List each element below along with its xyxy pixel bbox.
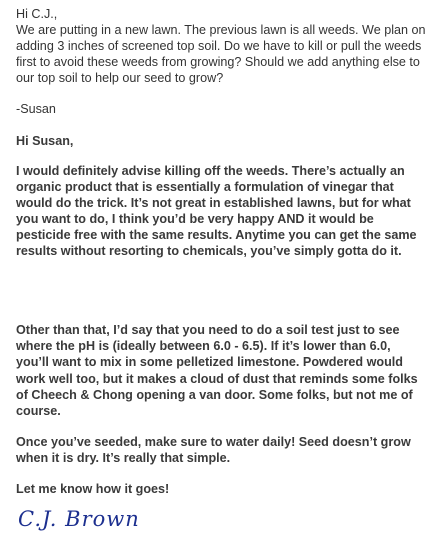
answer-paragraph: Other than that, I’d say that you need to do a soil test just to see where the pH is (ideally between 6.0 - 6.5). If it’s lower than 6.0, you’ll want to mix in some pelletized limestone. Powdered would work well too, but it makes a cloud of dust that reminds some folks of Cheech & Chong opening a van door. Some folks, but not me of course. [16, 323, 418, 418]
question-body: We are putting in a new lawn. The previous lawn is all weeds. We plan on adding 3 inches of screened top soil. Do we have to kill or pull the weeds first to avoid these weeds from growing? Should we add anything else to our top soil to help our seed to grow? [16, 23, 426, 86]
answer-paragraph: I would definitely advise killing off the weeds. There’s actually an organic product that is essentially a formulation of vinegar that would do the trick. It’s not great in established lawns, but for what you want to do, I think you’d be very happy AND it would be pesticide free with the same results. Anytime you can get the same results without resorting to chemicals, you’ve simply gotta do it. [16, 163, 417, 259]
answer-closing: Let me know how it goes! [16, 481, 170, 496]
answer-paragraph: Once you’ve seeded, make sure to water daily! Seed doesn’t grow when it is dry. It’s really that simple. [16, 434, 411, 465]
answer-greeting: Hi Susan, [16, 133, 74, 148]
question-salutation: Hi C.J., [16, 7, 58, 21]
letter [16, 6, 426, 497]
signature-text: C.J. Brown [18, 507, 140, 531]
question-signoff: -Susan [16, 102, 56, 117]
question-block [16, 6, 426, 86]
handwritten-signature [17, 504, 197, 544]
